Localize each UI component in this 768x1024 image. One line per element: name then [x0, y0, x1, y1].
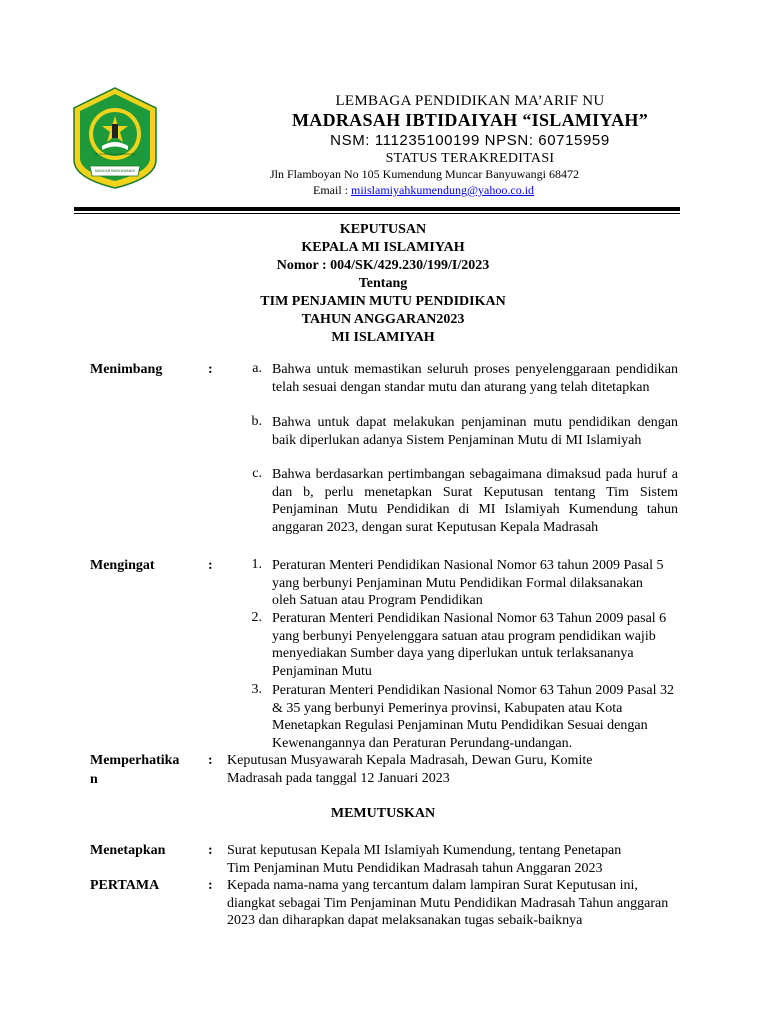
school-address: Jln Flamboyan No 105 Kumendung Muncar Banyuwangi 68472 [270, 167, 579, 181]
header-divider-thin [74, 213, 680, 214]
mengingat-label: Mengingat [90, 558, 155, 573]
doc-title-kepala: KEPALA MI ISLAMIYAH [301, 240, 465, 255]
pertama-text: Kepada nama-nama yang tercantum dalam lampiran Surat Keputusan ini, diangkat sebagai Tim Penjaminan Mutu Pendidikan Madrasah Tahun anggaran 2023 dan diharapkan dapat melaksanakan tugas sebaik-baiknya [227, 878, 669, 928]
mengingat-item-1: Peraturan Menteri Pendidikan Nasional Nomor 63 tahun 2009 Pasal 5 yang berbunyi Penjaminan Mutu Pendidikan Formal dilaksanakan oleh Satuan atau Program Pendidikan [272, 558, 664, 608]
menimbang-item-b: Bahwa untuk dapat melakukan penjaminan mutu pendidikan dengan baik diperlukan adanya Sistem Penjaminan Mutu di MI Islamiyah [272, 415, 678, 448]
menimbang-item-a: Bahwa untuk memastikan seluruh proses penyelenggaraan pendidikan telah sesuai dengan standar mutu dan aturang yang telah ditetapkan [272, 362, 678, 395]
logo-emblem-icon [72, 86, 158, 190]
nsm-npsn: NSM: 111235100199 NPSN: 60715959 [330, 132, 610, 149]
email-label: Email : [313, 183, 351, 197]
doc-title-tentang: Tentang [358, 276, 408, 291]
memperhatikan-label-a: Memperhatika [90, 753, 180, 768]
email-line [313, 183, 534, 198]
doc-title-keputusan: KEPUTUSAN [339, 222, 427, 237]
doc-subject: TIM PENJAMIN MUTU PENDIDIKAN [260, 294, 506, 309]
mengingat-marker-2: 2. [251, 610, 262, 625]
menimbang-marker-c: c. [252, 466, 262, 481]
menimbang-item-c: Bahwa berdasarkan pertimbangan sebagaimana dimaksud pada huruf a dan b, perlu menetapkan Surat Keputusan tentang Tim Sistem Penjaminan Mutu Pendidikan di MI Islamiyah Kumendung tahun anggaran 2023, dengan surat Keputusan Kepala Madrasah [272, 467, 678, 535]
menetapkan-text: Surat keputusan Kepala MI Islamiyah Kumendung, tentang Penetapan Tim Penjaminan Mutu Pendidikan Madrasah tahun Anggaran 2023 [227, 843, 622, 876]
doc-fiscal-year: TAHUN ANGGARAN2023 [301, 312, 465, 327]
memperhatikan-text: Keputusan Musyawarah Kepala Madrasah, Dewan Guru, Komite Madrasah pada tanggal 12 Januari 2023 [227, 753, 593, 786]
menimbang-label: Menimbang [90, 362, 163, 377]
accreditation-status: STATUS TERAKREDITASI [385, 151, 555, 166]
mengingat-item-3: Peraturan Menteri Pendidikan Nasional Nomor 63 Tahun 2009 Pasal 32 & 35 yang berbunyi Pemerinya provinsi, Kabupaten atau Kota Menetapkan Regulasi Penjaminan Mutu Pendidikan Sesuai dengan Kewenangannya dan Peraturan Perundang-undangan. [272, 683, 674, 751]
institution-line: LEMBAGA PENDIDIKAN MA’ARIF NU [335, 93, 605, 109]
header-divider-thick [74, 207, 680, 211]
pertama-colon: : [208, 878, 213, 893]
school-name: MADRASAH IBTIDAIYAH “ISLAMIYAH” [291, 110, 649, 130]
memperhatikan-colon: : [208, 753, 213, 768]
menimbang-marker-b: b. [251, 414, 262, 429]
doc-number: Nomor : 004/SK/429.230/199/I/2023 [276, 258, 490, 273]
logo-text-top: MI ISLAMIYAH KUMENDUNG [94, 152, 136, 156]
mengingat-item-2: Peraturan Menteri Pendidikan Nasional Nomor 63 Tahun 2009 pasal 6 yang berbunyi Penyelenggara satuan atau program pendidikan wajib menyediakan Sumber daya yang diperlukan untuk terlaksananya Penjaminan Mutu [272, 611, 667, 679]
menetapkan-colon: : [208, 843, 213, 858]
school-logo [72, 86, 158, 190]
mengingat-marker-3: 3. [251, 682, 262, 697]
memutuskan-heading: MEMUTUSKAN [330, 806, 436, 821]
menimbang-colon: : [208, 362, 213, 377]
pertama-label: PERTAMA [90, 878, 160, 893]
email-link[interactable]: miislamiyahkumendung@yahoo.co.id [351, 183, 535, 197]
memperhatikan-label-b: n [90, 772, 98, 787]
mengingat-marker-1: 1. [251, 557, 262, 572]
logo-text-bottom: MUNCAR BANYUWANGI [94, 169, 136, 173]
doc-school: MI ISLAMIYAH [331, 330, 435, 345]
menimbang-marker-a: a. [252, 361, 262, 376]
menetapkan-label: Menetapkan [90, 843, 166, 858]
mengingat-colon: : [208, 558, 213, 573]
